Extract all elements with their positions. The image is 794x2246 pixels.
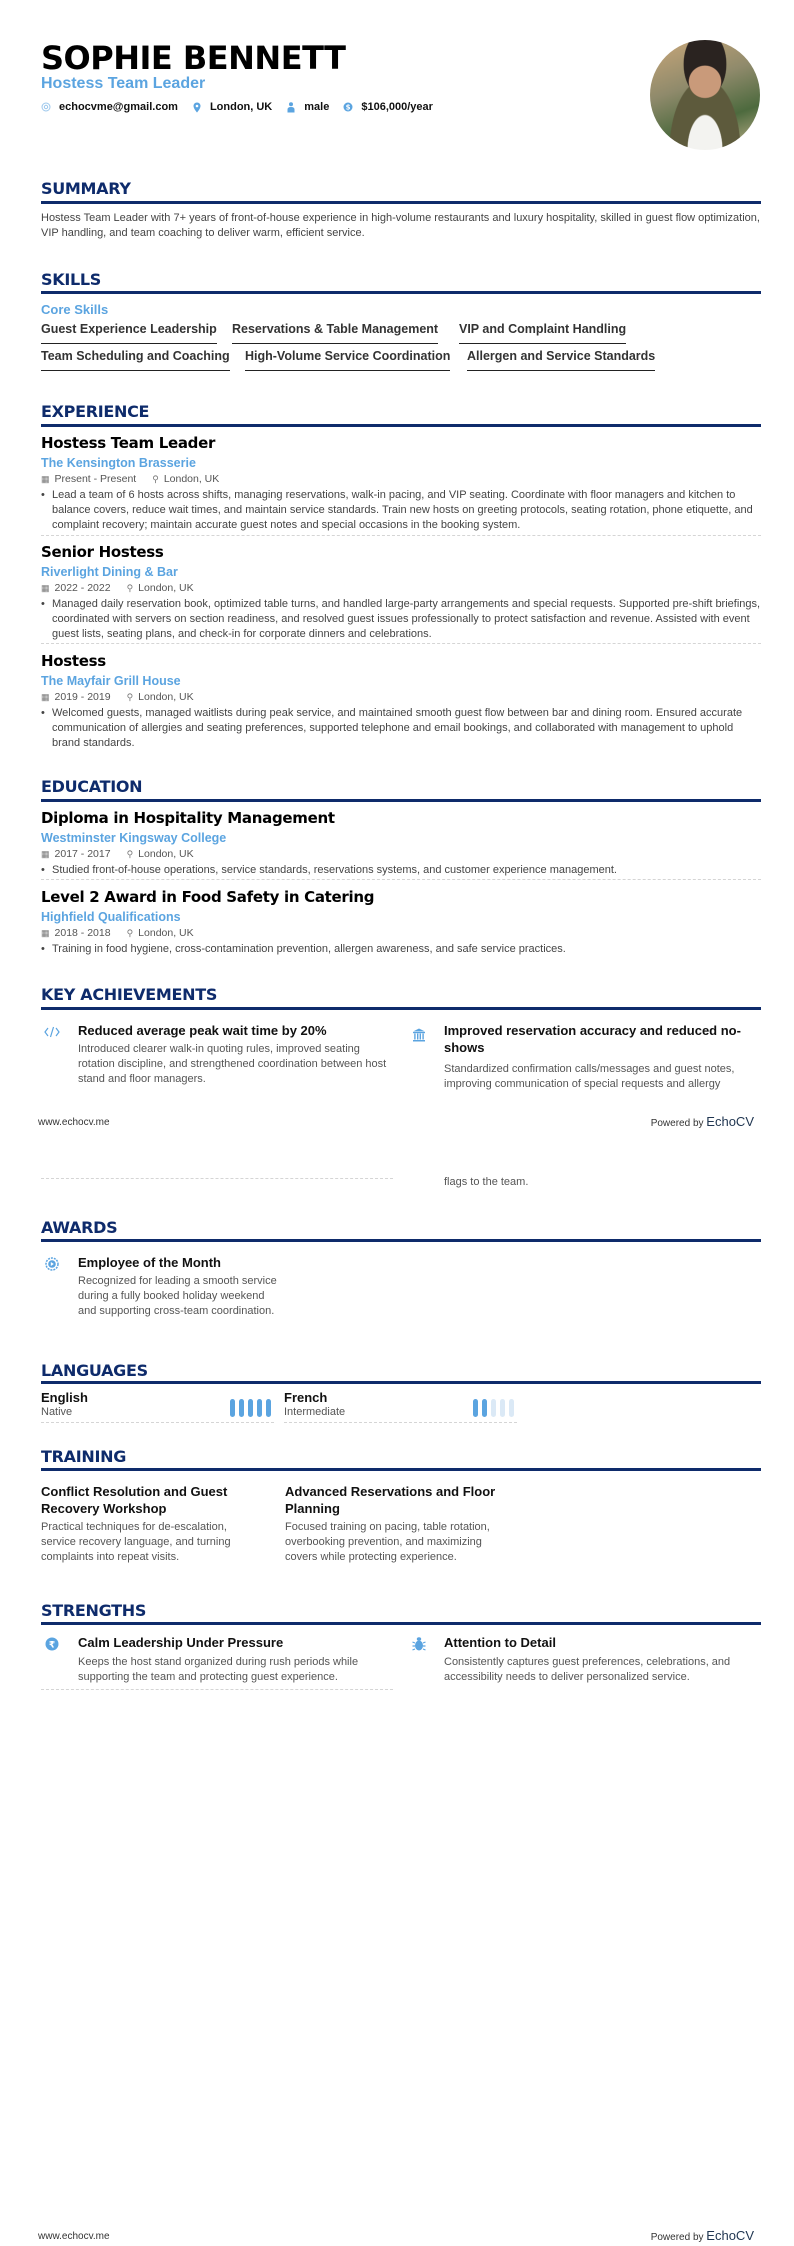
training-description: Focused training on pacing, table rotation, overbooking prevention, and maximizing covers while protecting experience. [285,1521,490,1563]
achievement-title: Improved reservation accuracy and reduced no-shows [444,1023,741,1055]
map-pin-icon: ⚲ [126,848,134,859]
training-title: Advanced Reservations and Floor Planning [285,1484,496,1516]
summary-divider [41,201,761,204]
education-dates: 2017 - 2017 [54,848,111,860]
item-separator [41,879,761,880]
brand-name[interactable]: EchoCV [706,1114,754,1129]
language-name: French [284,1390,328,1405]
job-dates: Present - Present [54,473,137,485]
language-name: English [41,1390,88,1405]
training-heading: TRAINING [41,1447,127,1466]
employer: Riverlight Dining & Bar [41,565,178,579]
degree-title: Diploma in Hospitality Management [41,809,335,827]
contact-line [41,101,447,113]
education-divider [41,799,761,802]
strength-title: Attention to Detail [444,1635,556,1650]
footer-powered-by [651,1114,754,1129]
education-dates: 2018 - 2018 [54,927,111,939]
svg-text:₹: ₹ [48,1640,56,1651]
achievements-heading: KEY ACHIEVEMENTS [41,985,218,1004]
skill-tag: Team Scheduling and Coaching [41,349,230,371]
at-icon [41,102,51,112]
degree-title: Level 2 Award in Food Safety in Catering [41,888,375,906]
contact-location [192,101,272,113]
skill-tag: Allergen and Service Standards [467,349,655,371]
contact-email[interactable] [41,101,178,113]
item-separator [284,1422,517,1423]
experience-heading: EXPERIENCE [41,402,150,421]
proficiency-bar [266,1399,271,1417]
calendar-icon: ▦ [41,691,50,702]
map-pin-icon [192,102,202,112]
skills-group-label: Core Skills [41,302,109,317]
rupee-coin-icon [44,1636,60,1652]
footer-site-link[interactable]: www.echocv.me [38,2231,110,2242]
proficiency-bar [473,1399,478,1417]
summary-text: Hostess Team Leader with 7+ years of front-of-house experience in high-volume restaurants and luxury hospitality, skilled in guest flow optimization, VIP handling, and team coaching to deliver warm, efficient service. [41,212,760,239]
item-separator [41,1689,393,1690]
strength-description: Consistently captures guest preferences, celebrations, and accessibility needs to deliver personalized service. [444,1656,731,1683]
languages-heading: LANGUAGES [41,1361,148,1380]
job-meta [41,582,210,594]
awards-divider [41,1239,761,1242]
job-description: • Lead a team of 6 hosts across shifts, managing reservations, walk-in pacing, and VIP seating. Coordinate with floor managers and kitchen to balance covers, reduce wait times, and maintain service standards. Train new hosts on greeting protocols, seating rotation, phone etiquette, and complaint recovery; maintain accurate guest notes and special occasions in the booking system. [41,488,761,533]
achievement-description-continued: flags to the team. [444,1176,529,1188]
proficiency-bar [509,1399,514,1417]
job-dates: 2019 - 2019 [54,691,111,703]
skill-tag: High-Volume Service Coordination [245,349,450,371]
education-description: • Studied front-of-house operations, service standards, reservations systems, and customer experience management. [41,863,761,878]
powered-by-label: Powered by [650,1118,704,1129]
job-meta [41,473,235,485]
education-meta [41,927,210,939]
proficiency-bar [491,1399,496,1417]
skills-heading: SKILLS [41,270,101,289]
item-separator [41,535,761,536]
education-heading: EDUCATION [41,777,143,796]
proficiency-bar [257,1399,262,1417]
job-dates: 2022 - 2022 [54,582,111,594]
achievement-description: Introduced clearer walk-in quoting rules, improved seating rotation discipline, and strengthened coordination between host stand and floor managers. [78,1043,387,1085]
map-pin-icon: ⚲ [126,582,134,593]
experience-divider [41,424,761,427]
skill-tag: Reservations & Table Management [232,322,438,344]
languages-divider [41,1381,761,1384]
contact-location-text: London, UK [209,101,273,113]
map-pin-icon: ⚲ [126,927,134,938]
institution: Highfield Qualifications [41,910,181,924]
calendar-icon: ▦ [41,927,50,938]
education-location: London, UK [138,848,194,860]
bank-icon [411,1027,427,1043]
proficiency-bar [248,1399,253,1417]
job-location: London, UK [163,473,220,485]
job-title: Senior Hostess [41,543,164,561]
contact-gender [286,101,329,113]
education-meta [41,848,210,860]
education-location: London, UK [138,927,194,939]
contact-gender-text: male [304,101,330,113]
footer-site-link[interactable]: www.echocv.me [38,1117,110,1128]
institution: Westminster Kingsway College [41,831,227,845]
skill-tag: VIP and Complaint Handling [459,322,626,344]
candidate-name: SOPHIE BENNETT [41,39,346,77]
job-location: London, UK [138,582,194,594]
skills-divider [41,291,761,294]
powered-by-label: Powered by [650,2232,704,2243]
job-title: Hostess Team Leader [41,434,216,452]
proficiency-bar [482,1399,487,1417]
calendar-icon: ▦ [41,473,50,484]
item-separator [41,1178,393,1179]
calendar-icon: ▦ [41,848,50,859]
item-separator [41,643,761,644]
job-description: • Welcomed guests, managed waitlists during peak service, and maintained smooth guest flow between bar and dining room. Ensured accurate communication of allergies and seating preferences, supported telephone and email bookings, and collaborated with management to uphold brand standards. [41,706,761,751]
achievement-description: Standardized confirmation calls/messages and guest notes, improving communication of special requests and allergy [444,1063,735,1090]
job-meta [41,691,210,703]
strengths-divider [41,1622,761,1625]
avatar [650,40,760,150]
award-description: Recognized for leading a smooth service during a fully booked holiday weekend and supporting cross-team coordination. [78,1275,277,1317]
achievement-title: Reduced average peak wait time by 20% [78,1023,327,1038]
calendar-icon: ▦ [41,582,50,593]
job-description: • Managed daily reservation book, optimized table turns, and handled large-party arrangements and special requests. Supported pre-shift briefings, coordinated with servers on section readiness, and resolved guest issues professionally to protect satisfaction and revenue. Assisted with event guest lists, seating plans, and check-in for corporate dinners and celebrations. [41,597,761,642]
item-separator [41,1422,274,1423]
employer: The Kensington Brasserie [41,456,196,470]
language-level: Intermediate [284,1406,346,1418]
skill-tag: Guest Experience Leadership [41,322,217,344]
language-proficiency-bars [473,1399,518,1417]
training-description: Practical techniques for de-escalation, service recovery language, and turning complaints into repeat visits. [41,1521,231,1563]
language-proficiency-bars [230,1399,275,1417]
education-description: • Training in food hygiene, cross-contamination prevention, allergen awareness, and safe service practices. [41,942,761,957]
contact-salary [343,101,433,113]
language-level: Native [41,1406,73,1418]
gear-badge-icon [44,1256,60,1272]
job-title: Hostess [41,652,106,670]
award-title: Employee of the Month [78,1255,221,1270]
training-divider [41,1468,761,1471]
map-pin-icon: ⚲ [126,691,134,702]
proficiency-bar [230,1399,235,1417]
strengths-heading: STRENGTHS [41,1601,147,1620]
map-pin-icon: ⚲ [152,473,159,484]
footer-powered-by [651,2228,754,2243]
brand-name[interactable]: EchoCV [706,2228,754,2243]
dollar-icon [343,102,353,112]
candidate-role: Hostess Team Leader [41,75,206,92]
svg-text:$: $ [345,103,351,112]
bug-icon [411,1636,427,1652]
proficiency-bar [500,1399,505,1417]
strength-description: Keeps the host stand organized during rush periods while supporting the team and protecting guest experience. [78,1656,359,1683]
strength-title: Calm Leadership Under Pressure [78,1635,284,1650]
contact-salary-text: $106,000/year [361,101,433,113]
summary-heading: SUMMARY [41,179,131,198]
achievements-divider [41,1007,761,1010]
proficiency-bar [239,1399,244,1417]
contact-email-text: echocvme@gmail.com [59,101,178,113]
employer: The Mayfair Grill House [41,674,181,688]
person-icon [286,102,296,112]
training-title: Conflict Resolution and Guest Recovery Workshop [41,1484,228,1516]
code-icon [44,1024,60,1040]
awards-heading: AWARDS [41,1218,118,1237]
job-location: London, UK [138,691,194,703]
